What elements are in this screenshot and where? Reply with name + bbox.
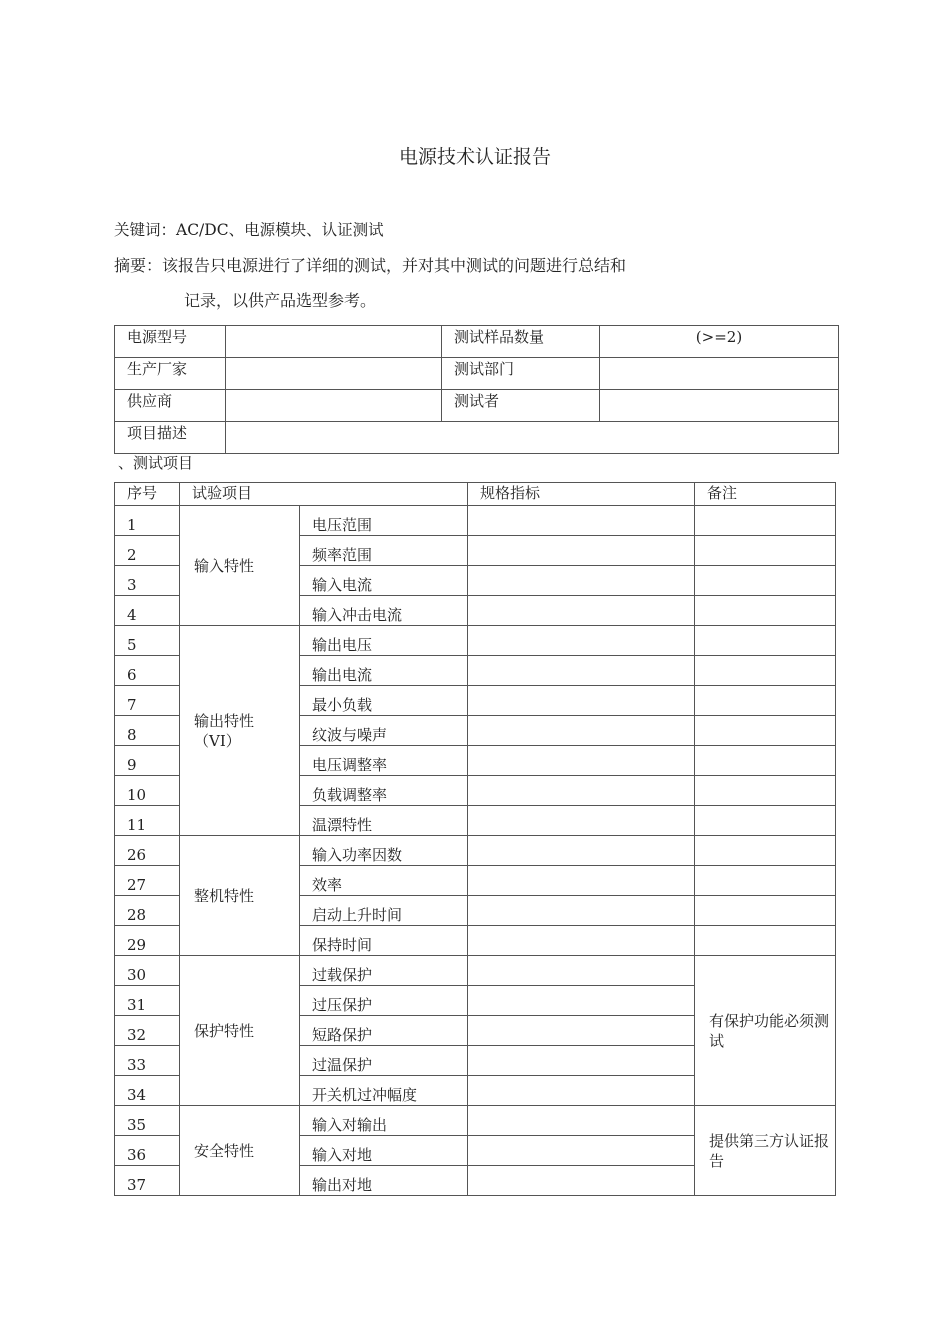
spec-cell[interactable] — [468, 776, 695, 806]
test-item: 纹波与噪声 — [300, 716, 468, 746]
group-name — [180, 836, 300, 956]
test-row — [115, 506, 836, 536]
header-item: 试验项目 — [180, 483, 468, 506]
dept-label: 测试部门 — [442, 358, 600, 390]
row-number: 2 — [115, 536, 180, 566]
tester-label: 测试者 — [442, 390, 600, 422]
keywords-line: 关键词：AC/DC、电源模块、认证测试 — [114, 221, 384, 239]
test-row — [115, 836, 836, 866]
test-item: 电压调整率 — [300, 746, 468, 776]
page-title: 电源技术认证报告 — [398, 146, 551, 168]
test-item: 温漂特性 — [300, 806, 468, 836]
note-cell[interactable] — [695, 776, 836, 806]
test-item: 效率 — [300, 866, 468, 896]
note-cell[interactable] — [695, 626, 836, 656]
row-number: 3 — [115, 566, 180, 596]
test-item: 过载保护 — [300, 956, 468, 986]
test-item: 输出电压 — [300, 626, 468, 656]
abstract-line-1: 摘要：该报告只电源进行了详细的测试，并对其中测试的问题进行总结和 — [114, 256, 627, 275]
test-item: 短路保护 — [300, 1016, 468, 1046]
spec-cell[interactable] — [468, 1046, 695, 1076]
row-number: 30 — [115, 956, 180, 986]
test-items-table — [114, 482, 836, 1196]
note-cell[interactable] — [695, 566, 836, 596]
row-number: 32 — [115, 1016, 180, 1046]
spec-cell[interactable] — [468, 896, 695, 926]
group-name — [180, 626, 300, 836]
row-number: 29 — [115, 926, 180, 956]
spec-cell[interactable] — [468, 596, 695, 626]
test-item: 过温保护 — [300, 1046, 468, 1076]
row-number: 36 — [115, 1136, 180, 1166]
test-item: 输出电流 — [300, 656, 468, 686]
row-number: 26 — [115, 836, 180, 866]
row-number: 8 — [115, 716, 180, 746]
note-cell[interactable] — [695, 866, 836, 896]
sample-qty-value[interactable]: (>=2) — [600, 326, 839, 358]
test-item: 过压保护 — [300, 986, 468, 1016]
group-name-text: 输出特性 — [194, 711, 255, 730]
spec-cell[interactable] — [468, 566, 695, 596]
sample-qty-label: 测试样品数量 — [442, 326, 600, 358]
spec-cell[interactable] — [468, 746, 695, 776]
group-name-text: 安全特性 — [194, 1141, 255, 1160]
test-item: 最小负载 — [300, 686, 468, 716]
test-item: 开关机过冲幅度 — [300, 1076, 468, 1106]
model-label: 电源型号 — [115, 326, 226, 358]
row-number: 9 — [115, 746, 180, 776]
note-cell[interactable] — [695, 656, 836, 686]
spec-cell[interactable] — [468, 1166, 695, 1196]
maker-value[interactable] — [226, 358, 442, 390]
row-number: 34 — [115, 1076, 180, 1106]
row-number: 27 — [115, 866, 180, 896]
spec-cell[interactable] — [468, 926, 695, 956]
supplier-label: 供应商 — [115, 390, 226, 422]
abstract-line-2: 记录，以供产品选型参考。 — [184, 291, 377, 310]
row-number: 33 — [115, 1046, 180, 1076]
spec-cell[interactable] — [468, 866, 695, 896]
info-table — [114, 325, 839, 454]
test-item: 电压范围 — [300, 506, 468, 536]
spec-cell[interactable] — [468, 716, 695, 746]
row-number: 35 — [115, 1106, 180, 1136]
test-item: 输入对输出 — [300, 1106, 468, 1136]
row-number: 4 — [115, 596, 180, 626]
group-name — [180, 506, 300, 626]
test-item: 输入电流 — [300, 566, 468, 596]
note-cell[interactable] — [695, 836, 836, 866]
note-cell[interactable]: 提供第三方认证报告 — [695, 1106, 836, 1196]
test-row — [115, 1106, 836, 1136]
maker-label: 生产厂家 — [115, 358, 226, 390]
spec-cell[interactable] — [468, 536, 695, 566]
test-row — [115, 626, 836, 656]
test-row — [115, 956, 836, 986]
note-cell[interactable]: 有保护功能必须测试 — [695, 956, 836, 1106]
test-item: 输入功率因数 — [300, 836, 468, 866]
header-note: 备注 — [695, 483, 836, 506]
header-spec: 规格指标 — [468, 483, 695, 506]
model-value[interactable] — [226, 326, 442, 358]
group-name-text: 输入特性 — [194, 556, 255, 575]
spec-cell[interactable] — [468, 506, 695, 536]
spec-cell[interactable] — [468, 986, 695, 1016]
test-item: 负载调整率 — [300, 776, 468, 806]
spec-cell[interactable] — [468, 836, 695, 866]
spec-cell[interactable] — [468, 806, 695, 836]
dept-value[interactable] — [600, 358, 839, 390]
row-number: 28 — [115, 896, 180, 926]
spec-cell[interactable] — [468, 1076, 695, 1106]
test-item: 输入冲击电流 — [300, 596, 468, 626]
desc-value[interactable] — [226, 422, 839, 454]
row-number: 11 — [115, 806, 180, 836]
group-name — [180, 1106, 300, 1196]
note-cell[interactable] — [695, 806, 836, 836]
note-cell[interactable] — [695, 926, 836, 956]
spec-cell[interactable] — [468, 1016, 695, 1046]
spec-cell[interactable] — [468, 1136, 695, 1166]
note-cell[interactable] — [695, 746, 836, 776]
spec-cell[interactable] — [468, 656, 695, 686]
note-cell[interactable] — [695, 506, 836, 536]
supplier-value[interactable] — [226, 390, 442, 422]
note-cell[interactable] — [695, 536, 836, 566]
section-title: 、测试项目 — [118, 454, 194, 472]
test-item: 启动上升时间 — [300, 896, 468, 926]
test-item: 保持时间 — [300, 926, 468, 956]
spec-cell[interactable] — [468, 686, 695, 716]
spec-cell[interactable] — [468, 956, 695, 986]
note-cell[interactable] — [695, 686, 836, 716]
group-name — [180, 956, 300, 1106]
row-number: 1 — [115, 506, 180, 536]
row-number: 5 — [115, 626, 180, 656]
desc-label: 项目描述 — [115, 422, 226, 454]
group-name-text: 保护特性 — [194, 1021, 255, 1040]
tester-value[interactable] — [600, 390, 839, 422]
header-no: 序号 — [115, 483, 180, 506]
test-item: 输入对地 — [300, 1136, 468, 1166]
spec-cell[interactable] — [468, 626, 695, 656]
note-cell[interactable] — [695, 896, 836, 926]
test-item: 频率范围 — [300, 536, 468, 566]
test-item: 输出对地 — [300, 1166, 468, 1196]
group-name-text: 整机特性 — [194, 886, 255, 905]
row-number: 37 — [115, 1166, 180, 1196]
row-number: 31 — [115, 986, 180, 1016]
row-number: 10 — [115, 776, 180, 806]
note-cell[interactable] — [695, 716, 836, 746]
note-cell[interactable] — [695, 596, 836, 626]
row-number: 6 — [115, 656, 180, 686]
spec-cell[interactable] — [468, 1106, 695, 1136]
group-name-subtext: （VI） — [194, 731, 241, 750]
row-number: 7 — [115, 686, 180, 716]
